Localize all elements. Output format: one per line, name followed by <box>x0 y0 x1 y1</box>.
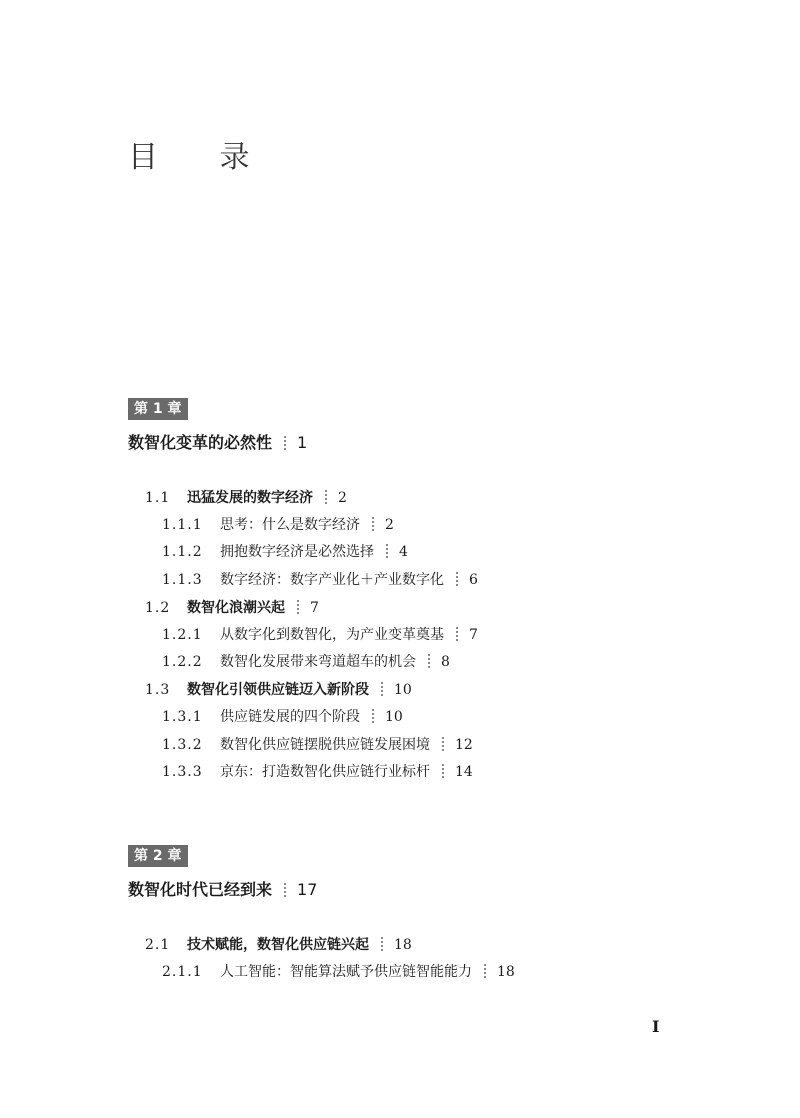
entry-page: 18 <box>497 964 515 980</box>
dotted-separator <box>325 490 327 504</box>
entry-text: 数字经济：数字产业化＋产业数字化 <box>220 572 444 588</box>
entry-page: 14 <box>455 764 473 780</box>
entry-text: 迅猛发展的数字经济 <box>187 490 313 506</box>
chapter-1-badge: 第 1 章 <box>128 398 188 420</box>
entry-text: 京东：打造数智化供应链行业标杆 <box>220 764 430 780</box>
entry-text: 拥抱数字经济是必然选择 <box>220 544 374 560</box>
entry-text: 技术赋能，数智化供应链兴起 <box>187 937 369 953</box>
page-folio: I <box>652 1017 660 1036</box>
dotted-separator <box>381 682 383 696</box>
toc-entry-1-1-1[interactable] <box>162 514 394 534</box>
toc-entry-1-1-2[interactable] <box>162 541 408 561</box>
toc-entry-1-2-1[interactable] <box>162 624 478 644</box>
toc-entry-1-3-2[interactable] <box>162 734 473 754</box>
entry-page: 10 <box>394 682 412 698</box>
toc-entry-1-1[interactable] <box>145 487 347 507</box>
toc-entry-1-3-3[interactable] <box>162 761 473 781</box>
chapter-2-title[interactable] <box>128 877 317 900</box>
entry-page: 6 <box>469 572 478 588</box>
dotted-separator <box>386 544 388 558</box>
dotted-separator <box>484 964 486 978</box>
entry-page: 4 <box>399 544 408 560</box>
dotted-separator <box>428 654 430 668</box>
chapter-2-badge: 第 2 章 <box>128 845 188 867</box>
dotted-separator <box>284 436 286 450</box>
entry-text: 数智化供应链摆脱供应链发展困境 <box>220 737 430 753</box>
toc-entry-1-2[interactable] <box>145 597 319 617</box>
entry-number: 1.1.1 <box>162 517 203 533</box>
dotted-separator <box>372 517 374 531</box>
page-title: 目 录 <box>128 140 276 175</box>
entry-number: 2.1.1 <box>162 964 203 980</box>
entry-page: 2 <box>385 517 394 533</box>
entry-text: 思考：什么是数字经济 <box>220 517 360 533</box>
entry-number: 1.3.3 <box>162 764 203 780</box>
entry-number: 1.3.2 <box>162 737 203 753</box>
entry-text: 从数字化到数智化，为产业变革奠基 <box>220 627 444 643</box>
chapter-1-title[interactable] <box>128 430 307 453</box>
dotted-separator <box>456 572 458 586</box>
entry-page: 7 <box>310 600 319 616</box>
toc-entry-2-1-1[interactable] <box>162 961 515 981</box>
dotted-separator <box>456 627 458 641</box>
entry-page: 2 <box>338 490 347 506</box>
toc-entry-1-3-1[interactable] <box>162 706 403 726</box>
entry-page: 8 <box>441 654 450 670</box>
dotted-separator <box>284 883 286 897</box>
entry-text: 数智化引领供应链迈入新阶段 <box>187 682 369 698</box>
entry-number: 1.2.1 <box>162 627 203 643</box>
entry-text: 供应链发展的四个阶段 <box>220 709 360 725</box>
dotted-separator <box>297 600 299 614</box>
toc-entry-1-2-2[interactable] <box>162 651 450 671</box>
entry-number: 1.1 <box>145 490 171 506</box>
entry-page: 7 <box>469 627 478 643</box>
entry-number: 1.1.3 <box>162 572 203 588</box>
entry-page: 12 <box>455 737 473 753</box>
entry-number: 2.1 <box>145 937 171 953</box>
dotted-separator <box>442 764 444 778</box>
dotted-separator <box>442 737 444 751</box>
toc-entry-1-1-3[interactable] <box>162 569 478 589</box>
chapter-1-page: 1 <box>297 433 308 452</box>
toc-entry-2-1[interactable] <box>145 934 412 954</box>
entry-number: 1.2.2 <box>162 654 203 670</box>
entry-page: 10 <box>385 709 403 725</box>
entry-text: 数智化发展带来弯道超车的机会 <box>220 654 416 670</box>
dotted-separator <box>372 709 374 723</box>
dotted-separator <box>381 937 383 951</box>
entry-text: 人工智能：智能算法赋予供应链智能能力 <box>220 964 472 980</box>
entry-number: 1.3 <box>145 682 171 698</box>
entry-number: 1.3.1 <box>162 709 203 725</box>
toc-entry-1-3[interactable] <box>145 679 412 699</box>
entry-number: 1.1.2 <box>162 544 203 560</box>
chapter-1-title-text: 数智化变革的必然性 <box>128 433 273 452</box>
chapter-2-page: 17 <box>297 880 318 899</box>
chapter-2-title-text: 数智化时代已经到来 <box>128 880 273 899</box>
entry-number: 1.2 <box>145 600 171 616</box>
entry-text: 数智化浪潮兴起 <box>187 600 285 616</box>
entry-page: 18 <box>394 937 412 953</box>
